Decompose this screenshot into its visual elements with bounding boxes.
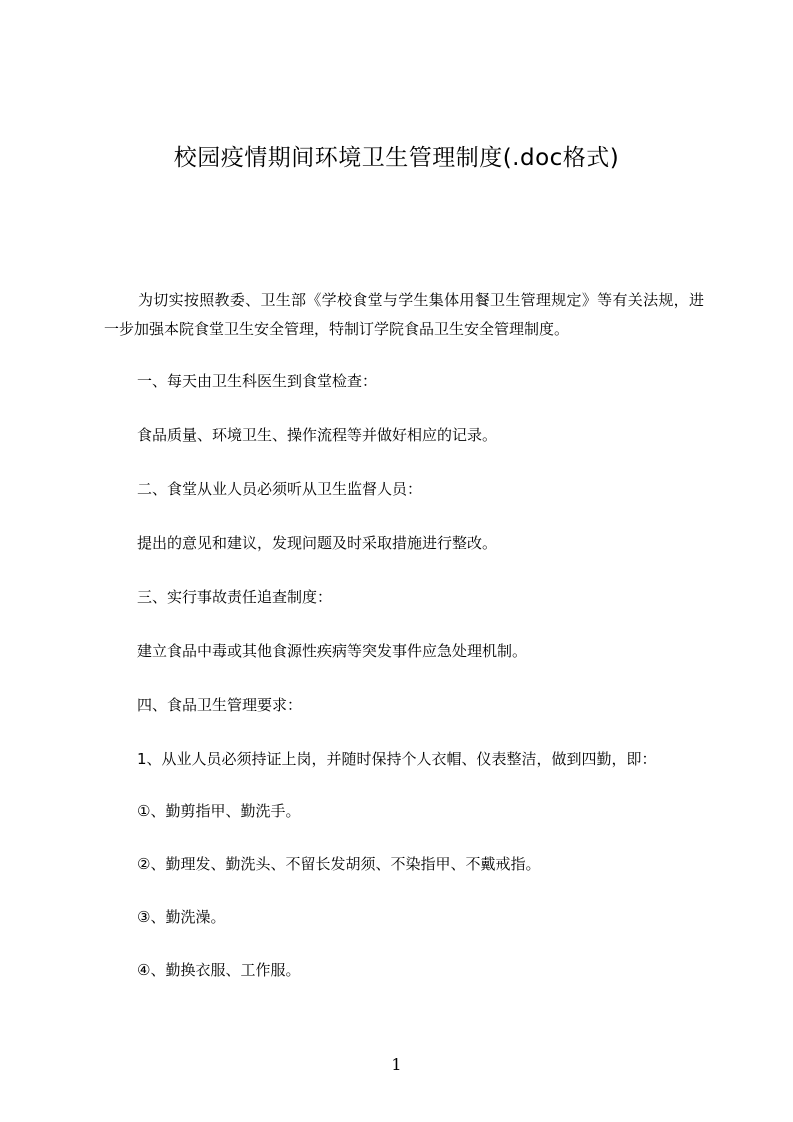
- sub-item-2: ②、勤理发、勤洗头、不留长发胡须、不染指甲、不戴戒指。: [137, 855, 541, 873]
- sub-item-3: ③、勤洗澡。: [137, 908, 226, 926]
- sub-item-4: ④、勤换衣服、工作服。: [137, 961, 301, 979]
- body-line-2: 提出的意见和建议，发现问题及时采取措施进行整改。: [137, 534, 498, 552]
- requirement-item-1: 1、从业人员必须持证上岗，并随时保持个人衣帽、仪表整洁，做到四勤，即：: [137, 750, 657, 768]
- body-line-3: 建立食品中毒或其他食源性疾病等突发事件应急处理机制。: [137, 642, 528, 660]
- section-heading-2: 二、食堂从业人员必须听从卫生监督人员：: [137, 480, 423, 498]
- page-number: 1: [391, 1055, 402, 1074]
- section-heading-4: 四、食品卫生管理要求：: [137, 696, 303, 714]
- sub-item-1: ①、勤剪指甲、勤洗手。: [137, 802, 301, 820]
- section-heading-3: 三、实行事故责任追查制度：: [137, 588, 333, 606]
- document-title: 校园疫情期间环境卫生管理制度(.doc格式): [173, 145, 620, 171]
- intro-paragraph: 为切实按照教委、卫生部《学校食堂与学生集体用餐卫生管理规定》等有关法规，进一步加强本院食堂卫生安全管理，特制订学院食品卫生安全管理制度。: [104, 291, 704, 338]
- body-line-1: 食品质量、环境卫生、操作流程等并做好相应的记录。: [137, 426, 498, 444]
- section-heading-1: 一、每天由卫生科医生到食堂检查：: [137, 372, 378, 390]
